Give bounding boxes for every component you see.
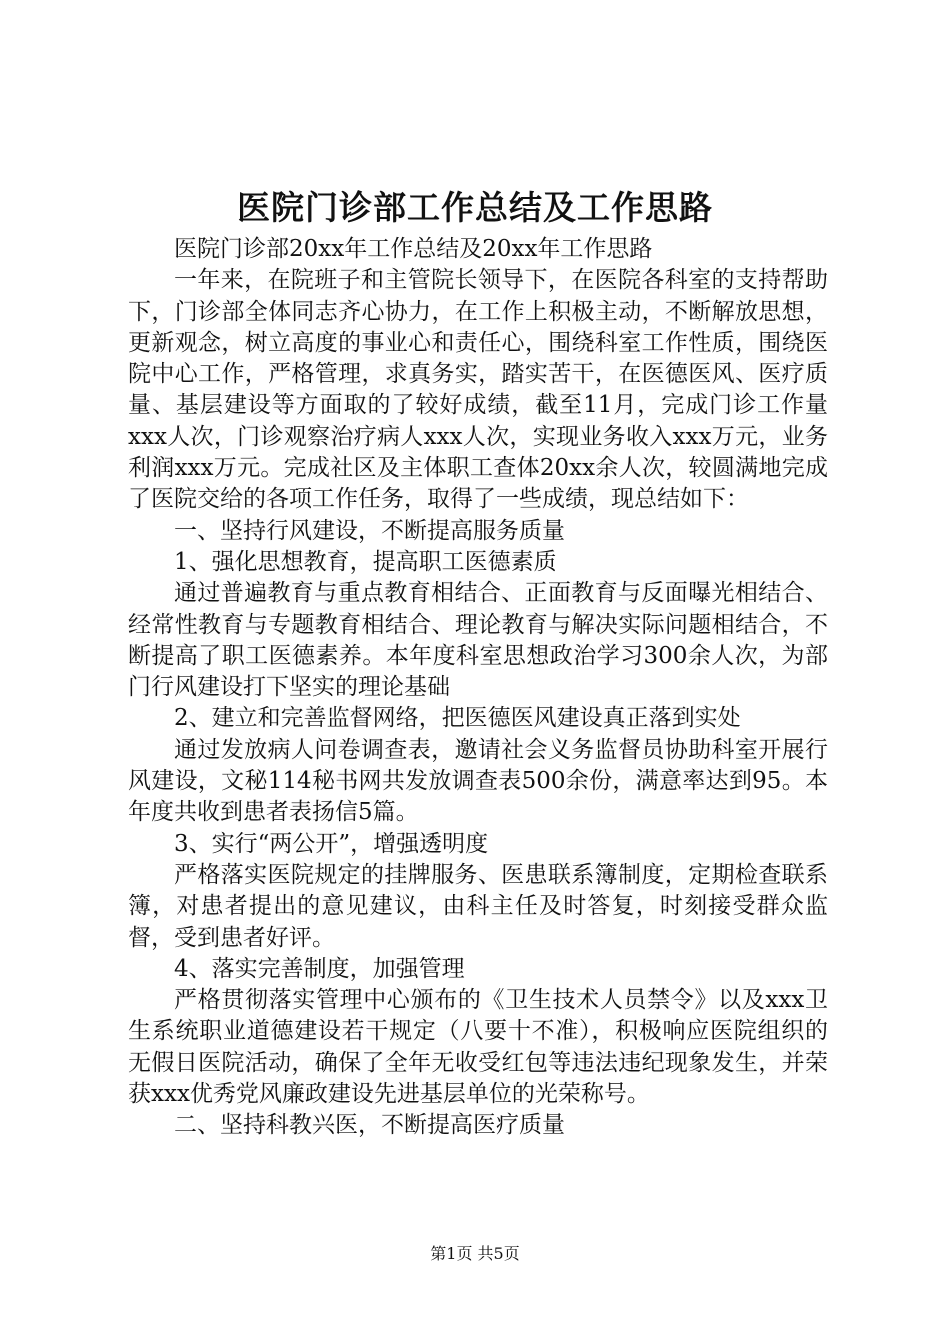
paragraph-1-1: 通过普遍教育与重点教育相结合、正面教育与反面曝光相结合、经常性教育与专题教育相结合、理论教育与解决实际问题相结合，不断提高了职工医德素养。本年度科室思想政治学习300余人次，为部门行风建设打下坚实的理论基础 (128, 580, 828, 701)
paragraph-1-2: 通过发放病人问卷调查表，邀请社会义务监督员协助科室开展行风建设，文秘114秘书网共发放调查表500余份，满意率达到95。本年度共收到患者表扬信5篇。 (128, 736, 828, 826)
document-body (128, 234, 828, 1142)
paragraph-subtitle: 医院门诊部20xx年工作总结及20xx年工作思路 (174, 236, 653, 262)
subheading-1-1: 1、强化思想教育，提高职工医德素质 (174, 548, 557, 575)
page-footer: 第1页 共5页 (430, 1244, 520, 1263)
document-title: 医院门诊部工作总结及工作思路 (237, 188, 713, 227)
subheading-1-3: 3、实行“两公开”，增强透明度 (174, 830, 489, 857)
section-heading-1: 一、坚持行风建设，不断提高服务质量 (174, 517, 565, 544)
subheading-1-2: 2、建立和完善监督网络，把医德医风建设真正落到实处 (174, 705, 741, 732)
paragraph-1-3: 严格落实医院规定的挂牌服务、医患联系簿制度，定期检查联系簿，对患者提出的意见建议，由科主任及时答复，时刻接受群众监督，受到患者好评。 (128, 861, 828, 951)
paragraph-intro: 一年来，在院班子和主管院长领导下，在医院各科室的支持帮助下，门诊部全体同志齐心协力，在工作上积极主动，不断解放思想，更新观念，树立高度的事业心和责任心，围绕科室工作性质，围绕医院中心工作，严格管理，求真务实，踏实苦干，在医德医风、医疗质量、基层建设等方面取的了较好成绩，截至11月，完成门诊工作量xxx人次，门诊观察治疗病人xxx人次，实现业务收入xxx万元，业务利润xxx万元。完成社区及主体职工查体20xx余人次，较圆满地完成了医院交给的各项工作任务，取得了一些成绩，现总结如下： (128, 267, 828, 513)
subheading-1-4: 4、落实完善制度，加强管理 (174, 955, 465, 982)
section-heading-2: 二、坚持科教兴医，不断提高医疗质量 (174, 1112, 565, 1139)
paragraph-1-4: 严格贯彻落实管理中心颁布的《卫生技术人员禁令》以及xxx卫生系统职业道德建设若干规定（八要十不准），积极响应医院组织的无假日医院活动，确保了全年无收受红包等违法违纪现象发生，并荣获xxx优秀党风廉政建设先进基层单位的光荣称号。 (128, 987, 828, 1108)
